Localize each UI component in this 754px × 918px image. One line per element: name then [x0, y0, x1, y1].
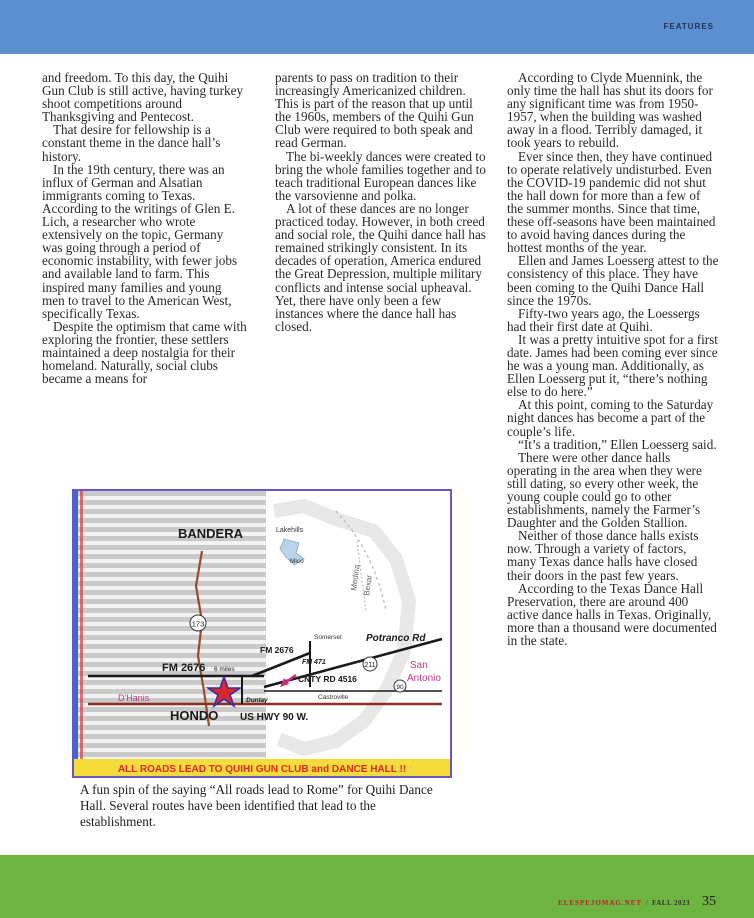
hwy-211-label: 211 — [364, 662, 376, 669]
page-number: 35 — [702, 894, 716, 909]
paragraph: Fifty-two years ago, the Loessergs had their first date at Quihi. — [507, 305, 700, 334]
paragraph: The bi-weekly dances were created to bring the whole families together and to teach traditional European dances like the varsovienne and polka. — [275, 148, 486, 203]
section-label: FEATURES — [663, 22, 714, 31]
footer-site: ELESPEJOMAG.NET — [557, 899, 643, 907]
text-column-3 — [507, 71, 719, 647]
map-label-mico: Mico — [290, 558, 304, 565]
map-label-bexar: Bexar — [362, 574, 374, 597]
map-label-potranco-rd: Potranco Rd — [366, 633, 426, 644]
paragraph: At this point, coming to the Saturday night dances has become a part of the couple’s life. — [507, 397, 714, 439]
paragraph: Neither of those dance halls exists now. Through a variety of factors, many Texas dance halls have closed their doors in the past few years. — [507, 528, 699, 583]
map-banner-text: ALL ROADS LEAD TO QUIHI GUN CLUB and DANCE HALL !! — [117, 764, 407, 775]
paragraph: According to the Texas Dance Hall Preservation, there are around 400 active dance halls in Texas. Originally, more than a thousand were documented in the state. — [507, 580, 717, 649]
hwy-90-label: 90 — [396, 684, 404, 691]
paragraph: parents to pass on tradition to their increasingly Americanized children. This is part of the reason that up until the 1960s, members of the Quihi Gun Club were required to both speak and read German. — [275, 70, 474, 151]
map-label-dunlay: Dunlay — [246, 697, 268, 704]
map-label-castroville: Castroville — [318, 694, 349, 701]
map-label-fm471: FM 471 — [302, 659, 326, 666]
paragraph: Despite the optimism that came with exploring the frontier, these settlers maintained a deep nostalgia for their homeland. Naturally, social clubs became a means for — [42, 318, 247, 387]
map-label-fm2676-right: FM 2676 — [260, 645, 294, 655]
page-footer — [558, 892, 716, 910]
figure-caption: A fun spin of the saying “All roads lead to Rome” for Quihi Dance Hall. Several routes have been identified that lead to the establishment. — [80, 782, 433, 830]
map-label-us-hwy-90: US HWY 90 W. — [240, 712, 309, 723]
map-label-hondo: HONDO — [170, 708, 219, 723]
hwy-173-label: 173 — [191, 619, 205, 629]
paragraph: That desire for fellowship is a constant theme in the dance hall’s history. — [42, 122, 221, 164]
road-map — [74, 491, 450, 776]
map-label-bandera: BANDERA — [178, 526, 243, 541]
paragraph: “It’s a tradition,” Ellen Loesserg said. — [518, 436, 717, 452]
map-label-cnty-rd: CNTY RD 4516 — [298, 674, 357, 684]
paragraph: and freedom. To this day, the Quihi Gun Club is still active, having turkey shoot competitions around Thanksgiving and Pentecost. — [42, 70, 244, 125]
road-map-figure — [72, 489, 452, 778]
map-label-lakehills: Lakehills — [276, 527, 304, 534]
map-label-san-antonio-1: San — [410, 660, 428, 671]
map-label-san-antonio-2: Antonio — [407, 673, 441, 684]
footer-separator: / — [646, 899, 648, 907]
map-label-miles: 6 miles — [214, 666, 235, 673]
paragraph: In the 19th century, there was an influx of German and Alsatian immigrants coming to Texas. According to the writings of Glen E. Lich, a researcher who wrote extensively on the topic, Germany was going through a period of economic instability, with fewer jobs and available land to farm. This inspired many families and young men to travel to the American West, specifically Texas. — [42, 161, 238, 321]
paragraph: Ellen and James Loesserg attest to the consistency of this place. They have been coming to the Quihi Dance Hall since the 1970s. — [507, 253, 719, 308]
paragraph: According to Clyde Muennink, the only time the hall has shut its doors for any significant time was from 1950-1957, when the building was washed away in a flood. Terribly damaged, it took years to rebuild. — [507, 70, 713, 151]
map-label-dhanis: D'Hanis — [118, 693, 150, 703]
paragraph: It was a pretty intuitive spot for a first date. James had been coming ever since he was a young man. Additionally, as Ellen Loesserg put it, “there’s nothing else to do here.” — [507, 331, 718, 400]
footer-issue: FALL 2023 — [651, 899, 690, 907]
map-label-fm2676-left: FM 2676 — [162, 662, 206, 674]
map-label-medina: Medina — [349, 564, 362, 592]
header-band — [0, 0, 754, 54]
paragraph: There were other dance halls operating in the area when they were still dating, so every other week, the young couple could go to other establishments, namely the Farmer’s Daughter and the Golden Stallion. — [507, 449, 702, 531]
map-label-somerset: Somerset — [314, 634, 342, 641]
text-column-1 — [42, 71, 247, 385]
paragraph: A lot of these dances are no longer practiced today. However, in both creed and social role, the Quihi dance hall has remained strikingly consistent. In its decades of operation, America endured the Great Depression, multiple military conflicts and intense social upheaval. Yet, there have only been a few instances where the dance hall has closed. — [275, 200, 486, 334]
paragraph: Ever since then, they have continued to operate relatively undisturbed. Even the COVID-19 pandemic did not shut the hall down for more than a few of the summer months. Since that time, these off-seasons have been maintained to avoid having dances during the hottest months of the year. — [507, 148, 716, 256]
text-column-2 — [275, 71, 487, 333]
